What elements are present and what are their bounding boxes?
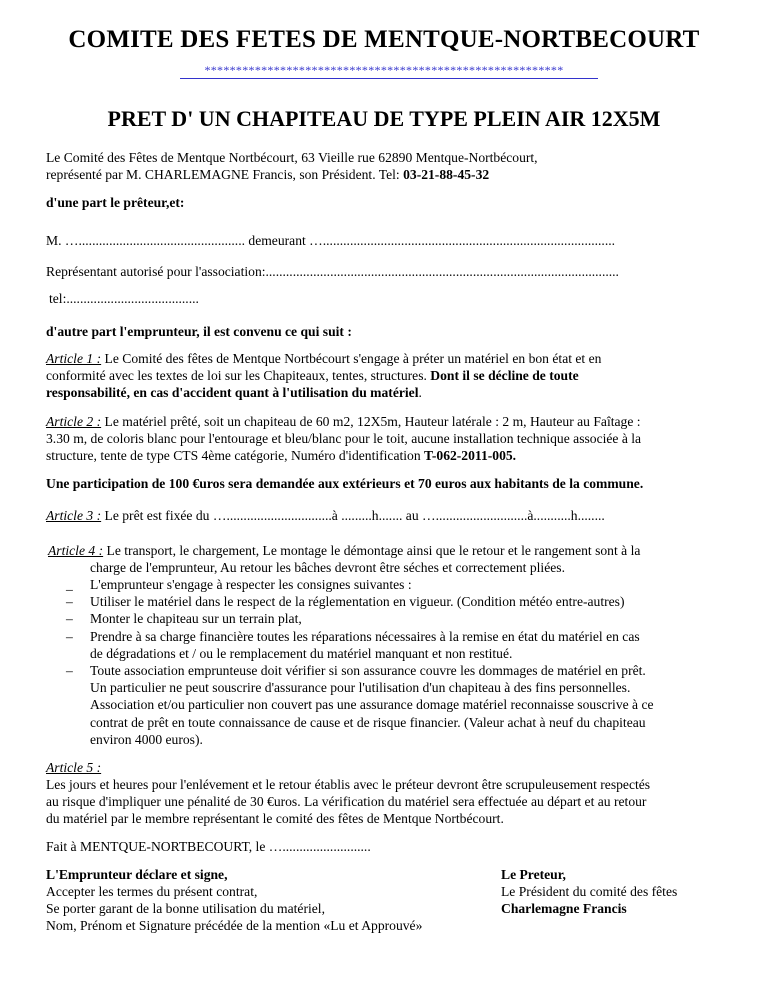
article-4-label: Article 4 : bbox=[48, 543, 104, 558]
intro-line-2-text: représenté par M. CHARLEMAGNE Francis, son Président. Tel: bbox=[46, 167, 404, 182]
intro-line-1: Le Comité des Fêtes de Mentque Nortbécourt, 63 Vieille rue 62890 Mentque-Nortbécourt, bbox=[46, 150, 538, 165]
article-4-text-1: Le transport, le chargement, Le montage le démontage ainsi que le retour et le rangement sont à la bbox=[103, 543, 641, 558]
article-5-line-1: Les jours et heures pour l'enlévement et le retour établis avec le préteur devront être scrupuleusement respectés bbox=[46, 777, 651, 792]
article-1-bold-3: responsabilité, en cas d'accident quant à l'utilisation du matériel bbox=[46, 385, 419, 400]
representative-field: Représentant autorisé pour l'association:........................................................................................................ bbox=[46, 264, 619, 279]
document-title: PRET D' UN CHAPITEAU DE TYPE PLEIN AIR 12X5M bbox=[107, 106, 661, 131]
article-5-label: Article 5 : bbox=[46, 760, 102, 775]
decorative-stars: ********************************************************* bbox=[204, 63, 564, 77]
article-4-line-2: charge de l'emprunteur, Au retour les bâches devront être séches et correctement pliées. bbox=[90, 560, 565, 575]
article-5-heading bbox=[46, 759, 101, 777]
tel-field: tel:....................................... bbox=[49, 291, 199, 306]
list-dash: – bbox=[66, 628, 73, 644]
article-3-text: Le prêt est fixée du …...............................à .........h....... au …...........................à...........h........ bbox=[101, 508, 605, 523]
article-3-line bbox=[46, 507, 605, 525]
article-5-line-3: du matériel par le membre représentant le comité des fêtes de Mentque Nortbécourt. bbox=[46, 811, 504, 826]
list-item: Toute association emprunteuse doit vérifier si son assurance couvre les dommages de matériel en prêt. bbox=[90, 663, 646, 678]
article-1-bold-2: Dont il se décline de toute bbox=[430, 368, 579, 383]
borrower-signature-heading: L'Emprunteur déclare et signe, bbox=[46, 867, 228, 882]
article-1-line-3 bbox=[46, 384, 422, 402]
list-item: environ 4000 euros). bbox=[90, 731, 203, 747]
article-2-text-3: structure, tente de type CTS 4ème catégorie, Numéro d'identification bbox=[46, 448, 425, 463]
article-1-text-2: conformité avec les textes de loi sur les Chapiteaux, tentes, structures. bbox=[46, 368, 431, 383]
list-dash: – bbox=[66, 594, 73, 610]
list-item: de dégradations et / ou le remplacement du matériel manquant et non restitué. bbox=[90, 645, 513, 661]
list-item: contrat de prêt en toute connaissance de cause et de risque financier. (Valeur achat à neuf du chapiteau bbox=[90, 714, 646, 730]
article-1-line-1 bbox=[46, 350, 601, 368]
identification-number: T-062-2011-005. bbox=[424, 448, 517, 463]
participation-fee: Une participation de 100 €uros sera demandée aux extérieurs et 70 euros aux habitants de la commune. bbox=[46, 476, 644, 491]
article-1-label: Article 1 : bbox=[46, 351, 102, 366]
article-2-line-2: 3.30 m, de coloris blanc pour l'entourage et bleu/blanc pour le toit, aucune installation technique associée à la bbox=[46, 431, 642, 446]
borrower-signature-line-2: Se porter garant de la bonne utilisation du matériel, bbox=[46, 901, 325, 916]
article-5-line-2: au risque d'impliquer une pénalité de 30 €uros. La vérification du matériel sera effectuée au départ et au retour bbox=[46, 794, 647, 809]
list-dash: – bbox=[66, 663, 73, 678]
article-2-line-1 bbox=[46, 413, 641, 431]
lender-signature-name: Charlemagne Francis bbox=[501, 901, 627, 916]
article-3-label: Article 3 : bbox=[46, 508, 102, 523]
list-item: Association et/ou particulier non couvert pas une assurance domage matériel reconnaisse souscrive à ce bbox=[90, 697, 654, 713]
place-and-date: Fait à MENTQUE-NORTBECOURT, le ….......................... bbox=[46, 839, 371, 854]
list-dash: – bbox=[66, 611, 73, 627]
borrower-signature-line-1: Accepter les termes du présent contrat, bbox=[46, 884, 258, 899]
article-1-line-2 bbox=[46, 367, 579, 385]
article-1-period: . bbox=[418, 385, 422, 400]
article-2-line-3 bbox=[46, 447, 516, 465]
article-2-text-1: Le matériel prêté, soit un chapiteau de 60 m2, 12X5m, Hauteur latérale : 2 m, Hauteur au Faîtage : bbox=[101, 414, 641, 429]
lender-signature-heading: Le Preteur, bbox=[501, 867, 566, 882]
article-2-label: Article 2 : bbox=[46, 414, 102, 429]
article-4-line-1 bbox=[48, 542, 640, 560]
borrower-name-field: M. …................................................. demeurant …...................................................................................... bbox=[46, 233, 616, 248]
committee-title: COMITE DES FETES DE MENTQUE-NORTBECOURT bbox=[68, 26, 700, 53]
borrower-party: d'autre part l'emprunteur, il est convenu ce qui suit : bbox=[46, 324, 352, 339]
list-dash: _ bbox=[66, 577, 73, 592]
lender-signature-line-1: Le Président du comité des fêtes bbox=[501, 884, 678, 899]
intro-line-2 bbox=[46, 166, 489, 184]
stars-underline bbox=[180, 78, 598, 79]
list-item: Prendre à sa charge financière toutes les réparations nécessaires à la remise en état du matériel en cas bbox=[90, 628, 640, 644]
borrower-signature-line-3: Nom, Prénom et Signature précédée de la mention «Lu et Approuvé» bbox=[46, 918, 423, 933]
lender-party: d'une part le prêteur,et: bbox=[46, 195, 185, 210]
list-item: Monter le chapiteau sur un terrain plat, bbox=[90, 611, 302, 627]
list-item: Un particulier ne peut souscrire d'assurance pour l'utilisation d'un chapiteau à des fins personnelles. bbox=[90, 680, 631, 696]
list-item: L'emprunteur s'engage à respecter les consignes suivantes : bbox=[90, 577, 412, 592]
article-1-text-1: Le Comité des fêtes de Mentque Nortbécourt s'engage à préter un matériel en bon état et en bbox=[101, 351, 602, 366]
phone-number: 03-21-88-45-32 bbox=[403, 167, 490, 182]
list-item: Utiliser le matériel dans le respect de la réglementation en vigueur. (Condition météo entre-autres) bbox=[90, 594, 625, 610]
